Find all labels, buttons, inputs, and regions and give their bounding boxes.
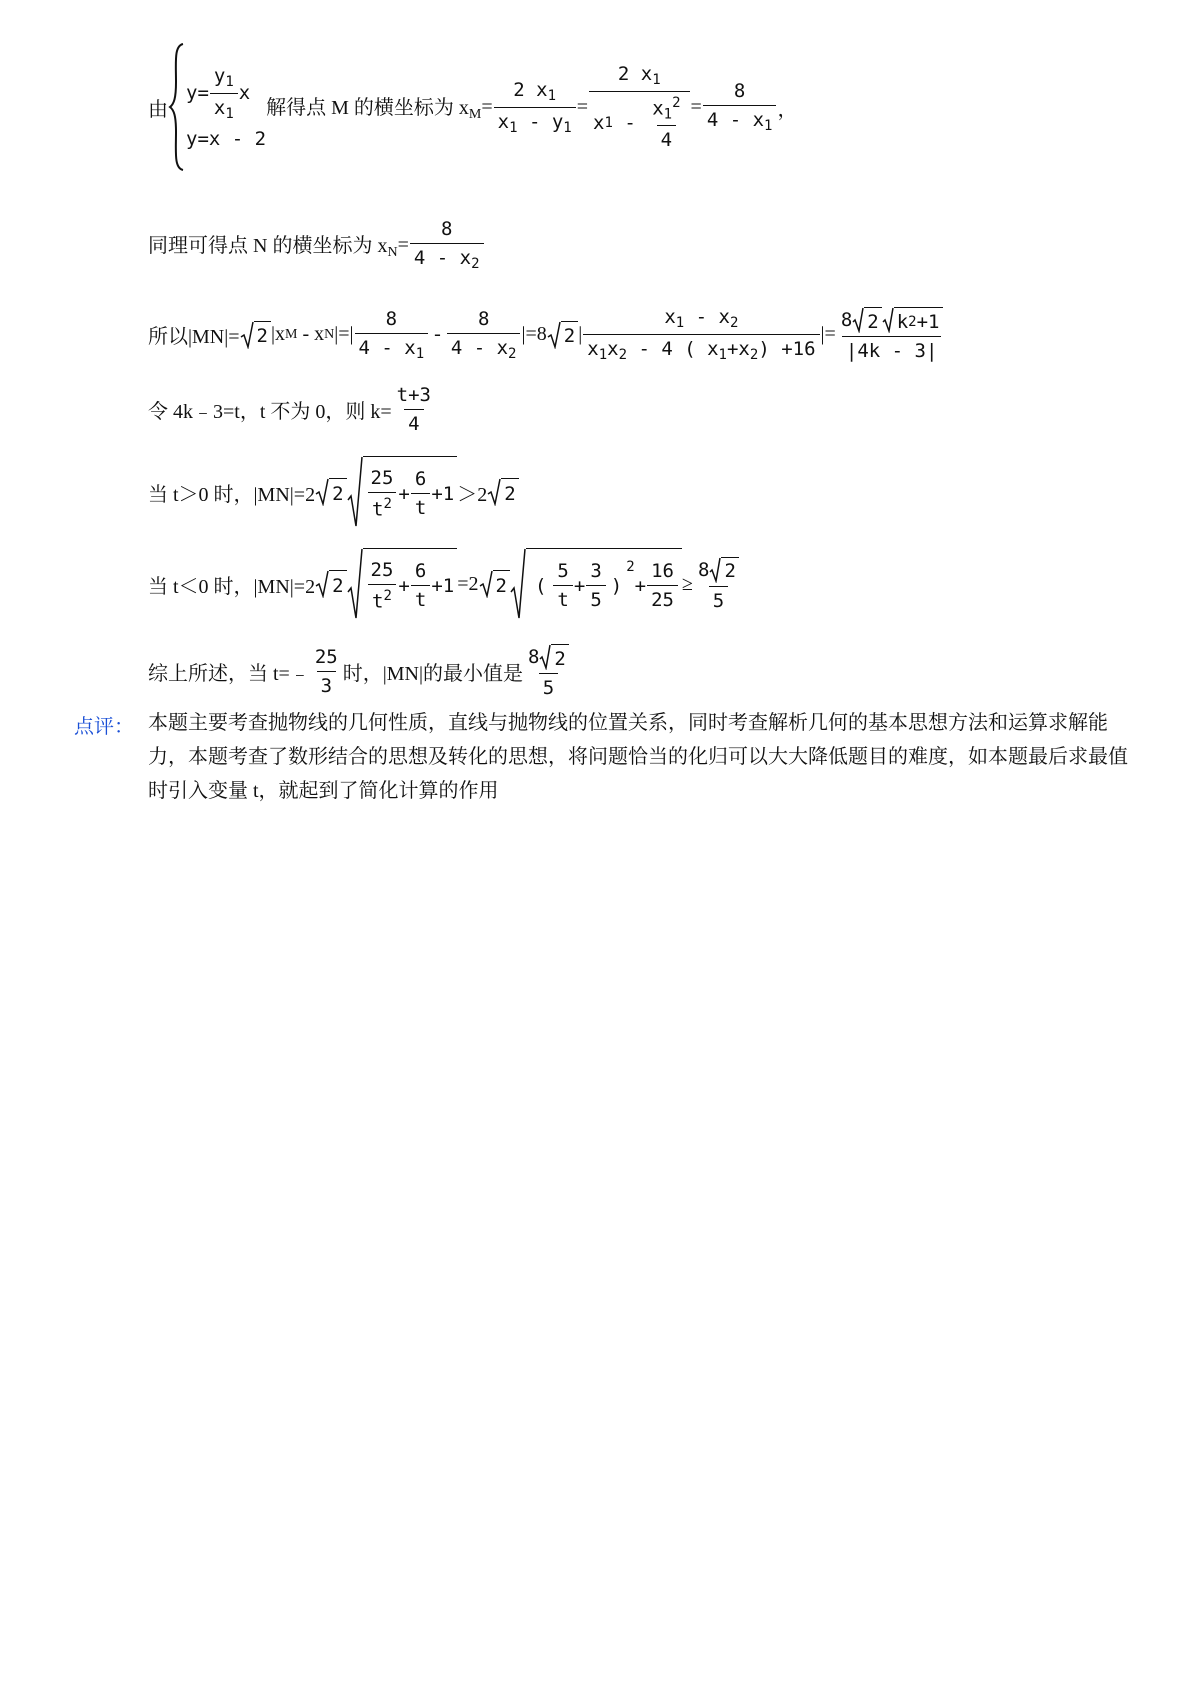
l3-rad1: 2	[254, 321, 271, 349]
l6-eq: =2	[457, 572, 479, 595]
line1-eq3: =	[690, 95, 702, 118]
solution-line-4	[148, 384, 436, 435]
l7-fraction	[311, 646, 342, 697]
l6-rad2: 2	[493, 570, 510, 598]
l3-f3-den-b: x	[607, 338, 619, 360]
radical-icon	[347, 456, 363, 528]
solution-line-5	[148, 456, 519, 528]
l6-g1-num: 5	[557, 560, 569, 582]
l3-f2-den: 4 - x	[450, 336, 509, 359]
l6-sq: 2	[626, 559, 635, 575]
line4-fraction	[393, 384, 435, 435]
l3-f2-num: 8	[477, 307, 490, 330]
l6-f1-num: 25	[370, 558, 394, 581]
l6-g1-den: t	[553, 585, 572, 611]
l3-f4-rad-a: 2	[864, 307, 881, 333]
l3-fraction-2	[447, 308, 521, 362]
f2-inner-num-sup: 2	[672, 94, 681, 111]
f2-den-b: -	[612, 111, 648, 134]
l7-r-rad: 2	[551, 644, 568, 670]
solution-line-7	[148, 644, 574, 699]
l6-f2-num: 6	[414, 560, 427, 582]
l6-f1-den: t	[372, 590, 384, 613]
l4-f-num: t+3	[396, 384, 431, 406]
line2-text	[148, 229, 398, 261]
l3-abs-close: |=|	[334, 323, 354, 345]
l3-mid: -	[429, 323, 446, 345]
line1-eq2: =	[576, 95, 588, 118]
l6-g2	[586, 560, 605, 611]
l6-f2	[411, 560, 430, 611]
radical-icon	[510, 548, 526, 620]
line2-fraction	[410, 218, 484, 272]
l3-abs-open: |x	[270, 323, 285, 345]
l3-f3-den-d-sub: 2	[749, 347, 759, 363]
line2-text-sub: N	[387, 245, 398, 260]
l5-f2-num: 6	[414, 468, 427, 490]
l5-f1-den: t	[372, 498, 384, 521]
comment-body: 本题主要考查抛物线的几何性质，直线与抛物线的位置关系，同时考查解析几何的基本思想方法和运算求解能力，本题考查了数形结合的思想及转化的思想，将问题恰当的化归可以大大降低题目的难度，如本题最后求最值时引入变量 t，就起到了简化计算的作用	[148, 712, 1128, 802]
l7-result	[524, 644, 573, 699]
f1-num-sub: 1	[547, 87, 557, 104]
l5-f2	[411, 468, 430, 519]
radical-icon	[539, 644, 551, 670]
f2-inner-fraction	[648, 95, 684, 151]
line2-eq: =	[397, 233, 409, 256]
l6-f1	[367, 559, 398, 612]
radical-icon	[240, 321, 254, 349]
f2-inner-den: 4	[657, 125, 676, 151]
f1-den-a-sub: 1	[509, 119, 518, 136]
l3-abs-sub2: N	[324, 326, 335, 342]
l3-fraction-3	[583, 306, 819, 363]
sys-row1-fraction	[210, 65, 238, 122]
l6-r-sqrt	[709, 557, 738, 583]
l3-f3-den-b-sub: 2	[618, 347, 628, 363]
l6-r-rad: 2	[721, 557, 738, 583]
f3-num: 8	[733, 80, 746, 102]
l6-gplus: +	[573, 574, 586, 597]
l6-plus2: +	[634, 574, 647, 597]
l6-g1	[553, 560, 572, 611]
sqrt-2-a	[240, 321, 271, 349]
radical-icon	[479, 570, 493, 598]
radical-icon	[315, 570, 329, 598]
line1-tail: ，	[777, 98, 798, 121]
l6-f2-den: t	[411, 585, 430, 611]
line1-fraction-2	[589, 63, 690, 151]
l6-g2-num: 3	[590, 560, 602, 582]
l5-sqrt-2	[315, 478, 346, 506]
l3-f3-num-a: x	[664, 306, 676, 328]
line1-fraction-3	[703, 80, 777, 134]
l7-f-num: 25	[314, 646, 338, 668]
l5-gt: ＞2	[457, 483, 488, 506]
line1-prefix: 由	[148, 98, 168, 121]
sys-den: x	[213, 96, 226, 119]
l5-f1	[367, 467, 398, 520]
l6-r-den: 5	[709, 586, 728, 612]
l5-rad1: 2	[329, 478, 346, 506]
l6-rad1: 2	[329, 570, 346, 598]
sys-num-sub: 1	[225, 73, 234, 90]
l5-rad2: 2	[501, 478, 518, 506]
l4-f-den: 4	[404, 409, 423, 435]
l6-sqrt-big	[347, 548, 458, 620]
solution-line-3	[148, 306, 948, 363]
l5-plus: +	[398, 482, 410, 505]
l6-g2-den: 5	[586, 585, 605, 611]
l7-r-num-8: 8	[527, 646, 540, 668]
l6-sqrt-2	[315, 570, 346, 598]
l5-sqrt-big	[347, 456, 458, 528]
line7-text: 综上所述，当 t=﹣	[148, 663, 310, 685]
sys-num: y	[213, 64, 226, 87]
f2-num-sub: 1	[652, 71, 661, 88]
l3-f3-num-b-sub: 2	[729, 315, 739, 331]
l3-f3-num-a-sub: 1	[675, 315, 685, 331]
l2-f-den-sub: 2	[471, 256, 480, 272]
l3-f1-den-sub: 1	[415, 345, 425, 362]
line2-text-main: 同理可得点 N 的横坐标为 x	[148, 235, 388, 257]
l5-f1-num: 25	[370, 466, 394, 489]
radical-icon	[709, 557, 721, 583]
l6-sqrt-2-b	[479, 570, 510, 598]
f2-den-a: x	[592, 111, 605, 134]
line1-eq1: =	[481, 95, 493, 118]
l7-r-sqrt	[539, 644, 568, 670]
l3-fraction-1	[355, 308, 429, 362]
f1-den-b: - y	[517, 110, 564, 133]
radical-icon	[852, 307, 864, 333]
l5-f1-den-sup: 2	[383, 495, 392, 512]
l2-f-den: 4 - x	[413, 247, 472, 269]
l3-f3-den-c-sub: 1	[718, 347, 727, 363]
l6-g3	[647, 560, 678, 611]
l6-g3-den: 25	[647, 585, 678, 611]
radical-icon	[547, 321, 561, 349]
l3-f2-den-sub: 2	[508, 345, 517, 362]
radical-icon	[347, 548, 363, 620]
l3-bar: |	[578, 323, 583, 345]
l6-r-num-8: 8	[697, 558, 710, 581]
sqrt-2-b	[547, 321, 578, 349]
l3-f4-sqrt-k	[882, 307, 943, 333]
f1-den-a: x	[497, 110, 510, 133]
l3-f4-rad-b-tail: +1	[916, 310, 940, 333]
radical-icon	[882, 307, 894, 333]
line1-fraction-1	[494, 79, 576, 136]
comment-label: 点评：	[74, 716, 134, 738]
sys-row1-rhs: x	[238, 82, 251, 104]
l7-r-den: 5	[539, 673, 558, 699]
f2-den-a-sub: 1	[604, 114, 613, 131]
line5-text: 当 t＞0 时，|MN|=2	[148, 483, 316, 506]
f3-den-sub: 1	[764, 118, 773, 134]
f2-inner-num: x	[652, 97, 664, 120]
f2-inner-num-sub: 1	[663, 106, 673, 123]
l6-close: )	[610, 574, 623, 597]
l3-f4-num-8: 8	[840, 309, 853, 331]
l3-eq-close: |=	[820, 323, 836, 345]
l3-f3-den-c: - 4 ( x	[627, 338, 719, 360]
l3-f1-den: 4 - x	[358, 336, 416, 359]
l3-eq8: |=8	[521, 323, 547, 345]
line7-mid: 时，|MN|的最小值是	[342, 663, 523, 685]
l6-result	[694, 557, 743, 612]
line1-text-sub: M	[468, 107, 482, 122]
l3-f4-rad-b: k	[896, 310, 909, 333]
l5-f2-den: t	[411, 493, 430, 519]
l3-minus: - x	[297, 323, 325, 345]
equation-system	[168, 42, 266, 172]
l3-f3-den-e: ) +16	[758, 338, 816, 360]
l3-rad2: 2	[561, 321, 578, 349]
solution-line-2	[148, 218, 485, 272]
l3-f3-den-a: x	[587, 338, 599, 360]
sys-den-sub: 1	[225, 105, 234, 122]
l2-f-num: 8	[440, 218, 453, 240]
l6-tail-in: +1	[431, 574, 455, 597]
sys-row2: y=x - 2	[186, 127, 267, 150]
sys-row1-lhs: y=	[186, 82, 209, 104]
l3-f3-den-a-sub: 1	[598, 347, 608, 363]
l6-sqrt-big-2	[510, 548, 682, 620]
l3-f4-den: |4k - 3|	[842, 336, 942, 362]
l3-f4-sqrt-2	[852, 307, 881, 333]
l6-plus: +	[398, 574, 410, 597]
l5-tail-in: +1	[431, 482, 455, 505]
f3-den: 4 - x	[706, 109, 765, 131]
line1-text	[266, 91, 481, 123]
f2-num: 2 x	[617, 62, 653, 85]
l5-sqrt-2-b	[487, 478, 518, 506]
radical-icon	[315, 478, 329, 506]
radical-icon	[487, 478, 501, 506]
l6-g3-num: 16	[651, 560, 674, 582]
l6-open: (	[534, 574, 547, 597]
line6-text: 当 t＜0 时，|MN|=2	[148, 575, 316, 598]
l3-f1-num: 8	[385, 307, 398, 330]
l6-ge: ≥	[682, 572, 693, 595]
f1-num: 2 x	[513, 78, 548, 101]
solution-line-6	[148, 548, 744, 620]
f1-den-b-sub: 1	[563, 119, 572, 136]
l3-f4-rad-b-sup: 2	[908, 313, 917, 330]
l6-f1-den-sup: 2	[383, 587, 392, 604]
l3-f3-den-d: +x	[726, 338, 750, 360]
l3-f3-num-b: - x	[684, 306, 730, 328]
solution-line-1	[148, 42, 797, 172]
l7-f-den: 3	[317, 671, 336, 697]
left-brace-icon	[168, 42, 186, 172]
line3-text: 所以|MN|=	[148, 326, 240, 348]
line1-text-main: 解得点 M 的横坐标为 x	[266, 97, 469, 119]
l3-fraction-4	[837, 307, 947, 362]
line4-text: 令 4k﹣3=t，t 不为 0，则 k=	[148, 401, 392, 423]
l3-abs-sub1: M	[284, 326, 298, 342]
